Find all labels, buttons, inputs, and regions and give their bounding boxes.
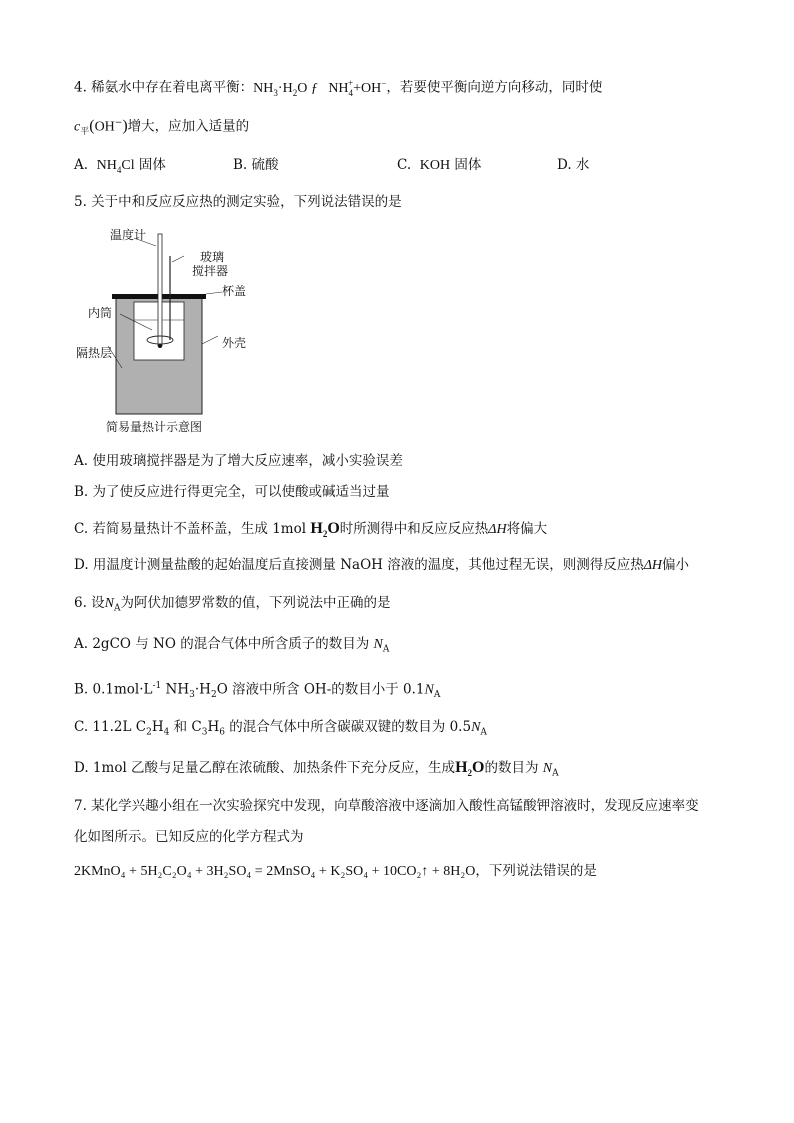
q4-stem-line2: $c_平(OH^-)$增大，应加入适量的 [74, 117, 250, 138]
q4-equilibrium: $NH_3\cdot H_2O$ ƒ $NH_4^++OH^-$ [253, 78, 387, 98]
calorimeter-diagram [98, 226, 268, 438]
thermometer [158, 234, 162, 346]
label-lid: 杯盖 [222, 284, 247, 298]
q6-stem: 6. 设$N_A$为阿伏加德罗常数的值，下列说法中正确的是 [74, 595, 391, 614]
label-stirrer: 搅拌器 [192, 264, 229, 278]
q4-option-d[interactable]: D. 水 [557, 157, 590, 173]
q6-option-c[interactable]: C. 11.2L $C_2H_4$ 和 $C_3H_6$ 的混合气体中所含碳碳双键的数目为 $0.5N_A$ [74, 719, 487, 738]
q6-option-b[interactable]: B. $0.1mol\cdot L^{-1}$ $NH_3\cdot H_2O$ 溶液中所含 OH-的数目小于 $0.1N_A$ [74, 681, 441, 701]
q4-stem: 4. 稀氨水中存在着电离平衡：$NH_3\cdot H_2O$ ƒ $NH_4^++OH^-$，若要使平衡向逆方向移动，同时使 [74, 78, 603, 98]
q6-option-d[interactable]: D. 1mol 乙酸与足量乙醇在浓硫酸、加热条件下充分反应，生成$H_2O$的数目为 $N_A$ [74, 759, 559, 779]
q5-option-b[interactable]: B. 为了使反应进行得更完全，可以使酸或碱适当过量 [74, 484, 390, 500]
q7-stem-line1: 7. 某化学兴趣小组在一次实验探究中发现，向草酸溶液中逐滴加入酸性高锰酸钾溶液时，发现反应速率变 [74, 798, 699, 814]
label-glass: 玻璃 [200, 250, 225, 264]
label-inner: 内筒 [88, 306, 113, 320]
q4-option-a[interactable]: A. $NH_4Cl$ 固体 [74, 157, 166, 175]
label-shell: 外壳 [222, 336, 247, 350]
q5-stem: 5. 关于中和反应反应热的测定实验，下列说法错误的是 [74, 194, 402, 210]
calorimeter-figure [76, 226, 268, 438]
q5-option-d[interactable]: D. 用温度计测量盐酸的起始温度后直接测量 NaOH 溶液的温度，其他过程无误，则测得反应热ΔH偏小 [74, 557, 690, 573]
q5-option-c[interactable]: C. 若简易量热计不盖杯盖，生成 1mol $H_2O$时所测得中和反应反应热ΔH将偏大 [74, 520, 548, 540]
label-insulation: 隔热层 [76, 346, 113, 360]
figure-caption: 简易量热计示意图 [106, 420, 203, 434]
q7-equation: 2KMnO₄ + 5H₂C₂O₄ + 3H₂SO₄ = 2MnSO₄ + K₂SO₄ + 10CO₂↑ + 8H₂O，下列说法错误的是 [74, 863, 597, 879]
q4-option-b[interactable]: B. 硫酸 [233, 157, 279, 173]
label-thermometer: 温度计 [110, 228, 147, 242]
q4-option-c[interactable]: C. KOH 固体 [397, 157, 482, 173]
q6-option-a[interactable]: A. 2gCO 与 NO 的混合气体中所含质子的数目为 $N_A$ [74, 636, 390, 655]
q7-stem-line2: 化如图所示。已知反应的化学方程式为 [74, 829, 304, 845]
q5-option-a[interactable]: A. 使用玻璃搅拌器是为了增大反应速率，减小实验误差 [74, 453, 403, 469]
